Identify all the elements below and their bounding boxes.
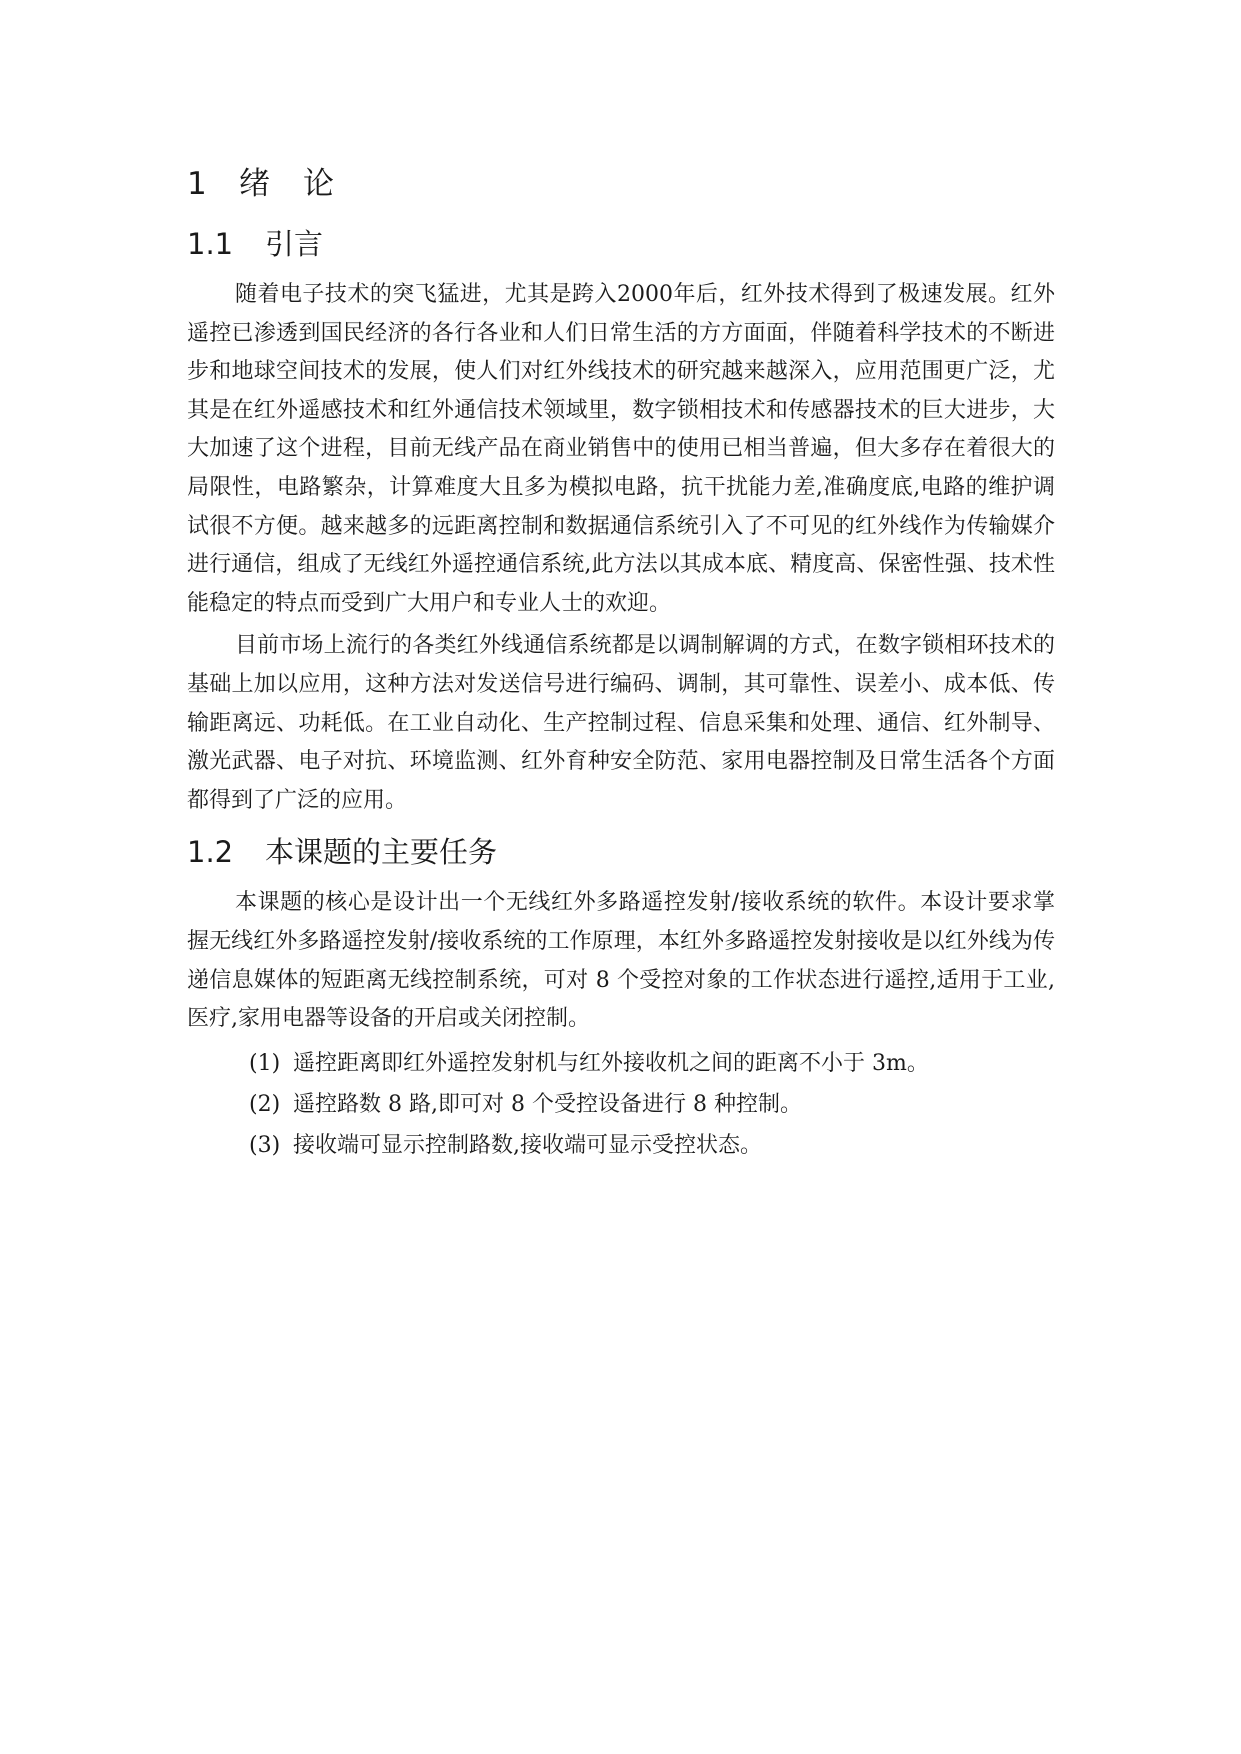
requirement-number: (1): [249, 1050, 281, 1076]
section-title: 引言: [265, 227, 324, 261]
requirement-text: 遥控路数 8 路,即可对 8 个受控设备进行 8 种控制。: [293, 1091, 802, 1117]
requirement-text: 遥控距离即红外遥控发射机与红外接收机之间的距离不小于 3m。: [293, 1050, 929, 1076]
section-heading-introduction: [187, 220, 1055, 268]
requirements-list: [187, 1043, 1055, 1166]
section-number: 1.2: [187, 835, 234, 870]
chapter-title-part2: 论: [303, 166, 335, 202]
body-paragraph: 随着电子技术的突飞猛进，尤其是跨入2000年后，红外技术得到了极速发展。红外遥控已渗透到国民经济的各行各业和人们日常生活的方方面面，伴随着科学技术的不断进步和地球空间技术的发展，使人们对红外线技术的研究越来越深入，应用范围更广泛，尤其是在红外遥感技术和红外通信技术领域里，数字锁相技术和传感器技术的巨大进步，大大加速了这个进程，目前无线产品在商业销售中的使用已相当普遍，但大多存在着很大的局限性，电路繁杂，计算难度大且多为模拟电路，抗干扰能力差,准确度底,电路的维护调试很不方便。越来越多的远距离控制和数据通信系统引入了不可见的红外线作为传输媒介进行通信，组成了无线红外遥控通信系统,此方法以其成本底、精度高、保密性强、技术性能稳定的特点而受到广大用户和专业人士的欢迎。: [187, 282, 1055, 616]
chapter-title: [187, 158, 1055, 210]
requirement-item: [187, 1084, 1055, 1125]
section-number: 1.1: [187, 227, 234, 261]
chapter-number: 1: [187, 166, 208, 202]
requirement-item: [187, 1043, 1055, 1084]
body-paragraph: 目前市场上流行的各类红外线通信系统都是以调制解调的方式，在数字锁相环技术的基础上加以应用，这种方法对发送信号进行编码、调制，其可靠性、误差小、成本低、传输距离远、功耗低。在工业自动化、生产控制过程、信息采集和处理、通信、红外制导、激光武器、电子对抗、环境监测、红外育种安全防范、家用电器控制及日常生活各个方面都得到了广泛的应用。: [187, 633, 1055, 813]
requirement-text: 接收端可显示控制路数,接收端可显示受控状态。: [293, 1132, 762, 1158]
section-title: 本课题的主要任务: [265, 835, 498, 870]
body-paragraph: 本课题的核心是设计出一个无线红外多路遥控发射/接收系统的软件。本设计要求掌握无线红外多路遥控发射/接收系统的工作原理，本红外多路遥控发射接收是以红外线为传递信息媒体的短距离无线控制系统，可对 8 个受控对象的工作状态进行遥控,适用于工业,医疗,家用电器等设备的开启或关闭控制。: [187, 890, 1055, 1032]
section-heading-main-tasks: [187, 828, 1055, 876]
requirement-number: (3): [249, 1132, 281, 1158]
document-page: [187, 158, 1055, 1166]
requirement-number: (2): [249, 1091, 281, 1117]
requirement-item: [187, 1125, 1055, 1166]
chapter-title-part1: 绪: [239, 166, 271, 202]
